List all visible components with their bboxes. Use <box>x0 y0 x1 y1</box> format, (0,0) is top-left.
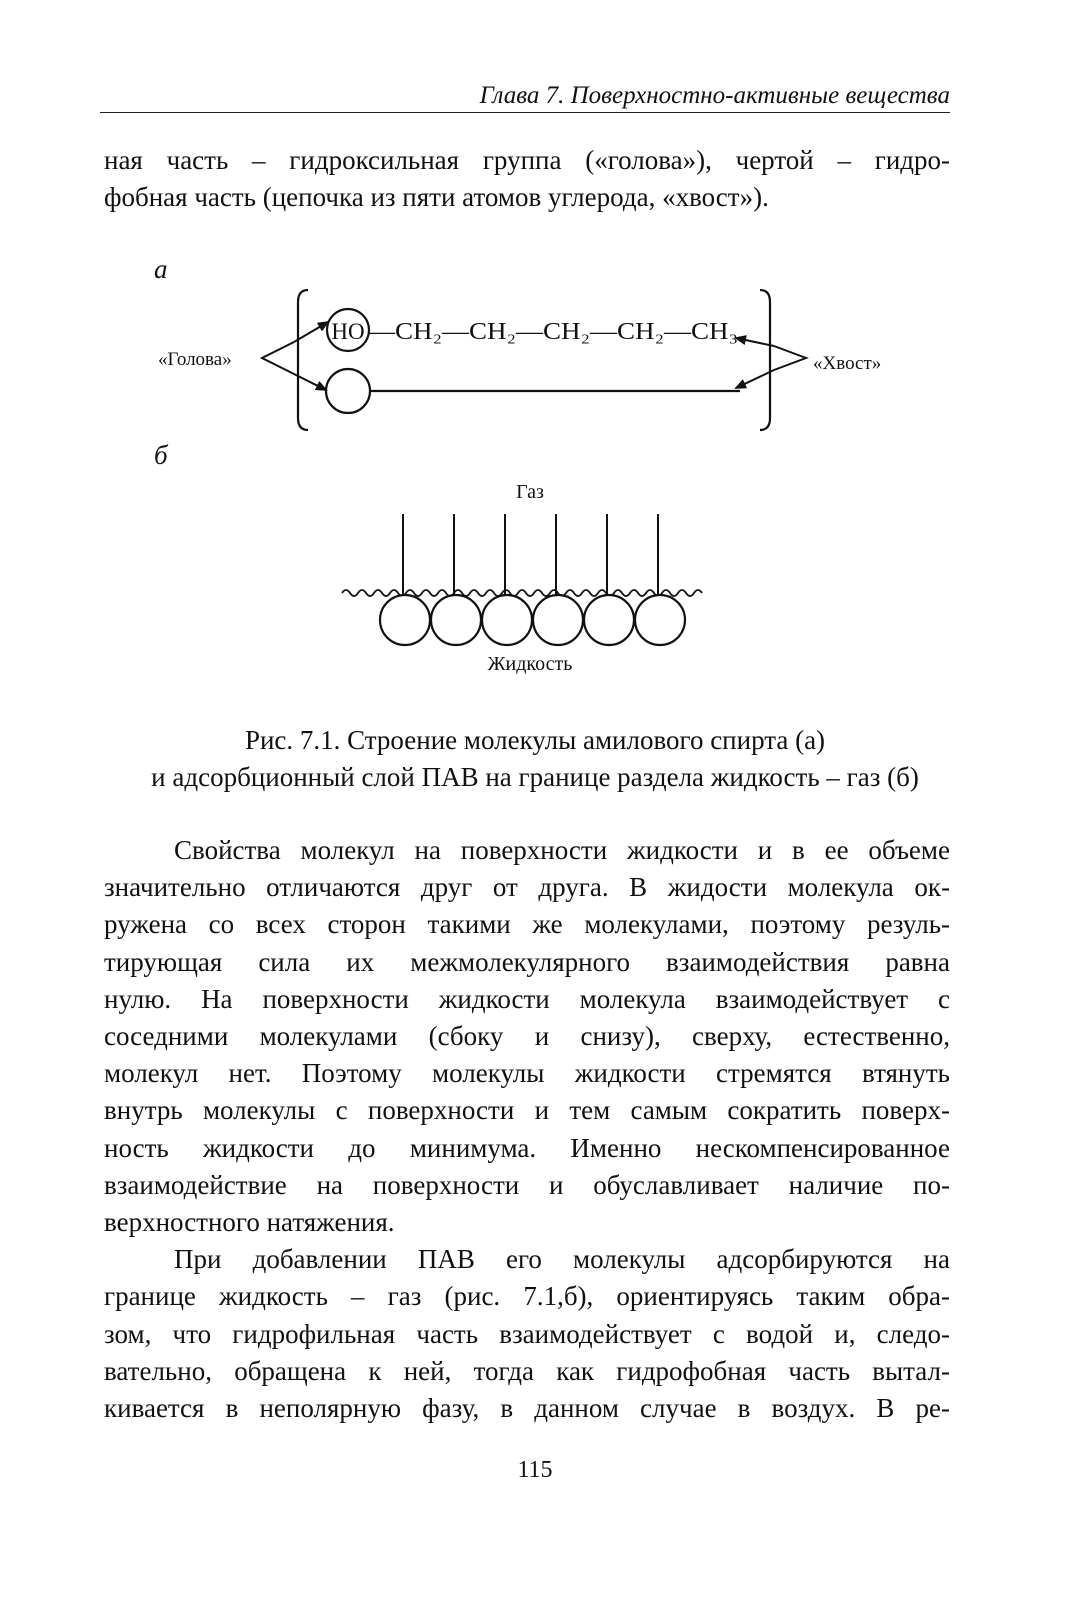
liquid-label: Жидкость <box>487 653 573 675</box>
figure-7-1-diagram <box>0 0 1070 700</box>
intro-line-2: фобная часть (цепочка из пяти атомов углерода, «хвост»). <box>104 182 769 212</box>
paragraph-1-line: соседними молекулами (сбоку и снизу), сверху, естественно, <box>104 1021 950 1052</box>
tail-arrow-top <box>736 338 774 346</box>
caption-line-2: и адсорбционный слой ПАВ на границе раздела жидкость – газ (б) <box>151 762 919 792</box>
head-chevron <box>262 342 294 374</box>
gas-label: Газ <box>516 481 544 503</box>
right-bracket <box>760 290 770 430</box>
surfactant-head <box>380 595 430 645</box>
tail-label: «Хвост» <box>813 353 882 374</box>
surfactant-head <box>584 595 634 645</box>
paragraph-1-line: взаимодействие на поверхности и обуславливает наличие по- <box>104 1169 950 1200</box>
surfactant-head <box>431 595 481 645</box>
paragraph-1-line: тирующая сила их межмолекулярного взаимодействия равна <box>104 946 950 977</box>
liquid-gas-interface <box>342 590 702 596</box>
intro-line-1: ная часть – гидроксильная группа («голова»), чертой – гидро- <box>104 145 950 175</box>
carbon-chain-formula: —CH₂—CH₂—CH₂—CH₂—CH₃ <box>366 319 738 345</box>
paragraph-2-line: При добавлении ПАВ его молекулы адсорбируются на <box>174 1244 950 1275</box>
caption-line-1: Рис. 7.1. Строение молекулы амилового спирта (а) <box>244 725 826 755</box>
paragraph-1-line: ность жидкости до минимума. Именно нескомпенсированное <box>104 1132 950 1163</box>
paragraph-2-line: кивается в неполярную фазу, в данном случае в воздух. В ре- <box>104 1393 950 1424</box>
paragraph-1-line: молекул нет. Поэтому молекулы жидкости стремятся втянуть <box>104 1058 950 1089</box>
paragraph-1-line: нулю. На поверхности жидкости молекула взаимодействует с <box>104 983 950 1014</box>
running-head: Глава 7. Поверхностно-активные вещества <box>479 82 950 109</box>
hydroxyl-label: HO <box>331 319 365 344</box>
paragraph-2-line: вательно, обращена к ней, тогда как гидрофобная часть вытал- <box>104 1355 950 1386</box>
paragraph-1-line: внутрь молекулы с поверхности и тем самым сократить поверх- <box>104 1095 950 1126</box>
head-label: «Голова» <box>158 349 232 370</box>
paragraph-1-line: ружена со всех сторон такими же молекулами, поэтому резуль- <box>104 909 950 940</box>
left-bracket <box>298 290 308 430</box>
head-symbol-circle <box>326 369 370 413</box>
figure-part-b-letter: б <box>154 440 168 470</box>
page-number: 115 <box>517 1457 553 1483</box>
part-b-adsorption-layer <box>342 481 702 675</box>
tail-chevron <box>774 346 806 370</box>
paragraph-1-line: значительно отличаются друг от друга. В жидости молекула ок- <box>104 872 950 903</box>
part-a-molecule <box>158 290 881 430</box>
paragraph-2-line: зом, что гидрофильная часть взаимодействует с водой и, следо- <box>104 1318 950 1349</box>
paragraph-2-line: границе жидкость – газ (рис. 7.1,б), ориентируясь таким обра- <box>104 1281 950 1312</box>
figure-caption <box>100 722 970 796</box>
body-text <box>104 832 950 1427</box>
tail-arrow-bottom <box>736 370 774 388</box>
paragraph-1-line: верхностного натяжения. <box>104 1207 395 1238</box>
paragraph-1-line: Свойства молекул на поверхности жидкости и в ее объеме <box>174 835 950 865</box>
figure-part-a-letter: а <box>154 254 168 284</box>
surfactant-head <box>635 595 685 645</box>
surfactant-head <box>482 595 532 645</box>
surfactant-head <box>533 595 583 645</box>
